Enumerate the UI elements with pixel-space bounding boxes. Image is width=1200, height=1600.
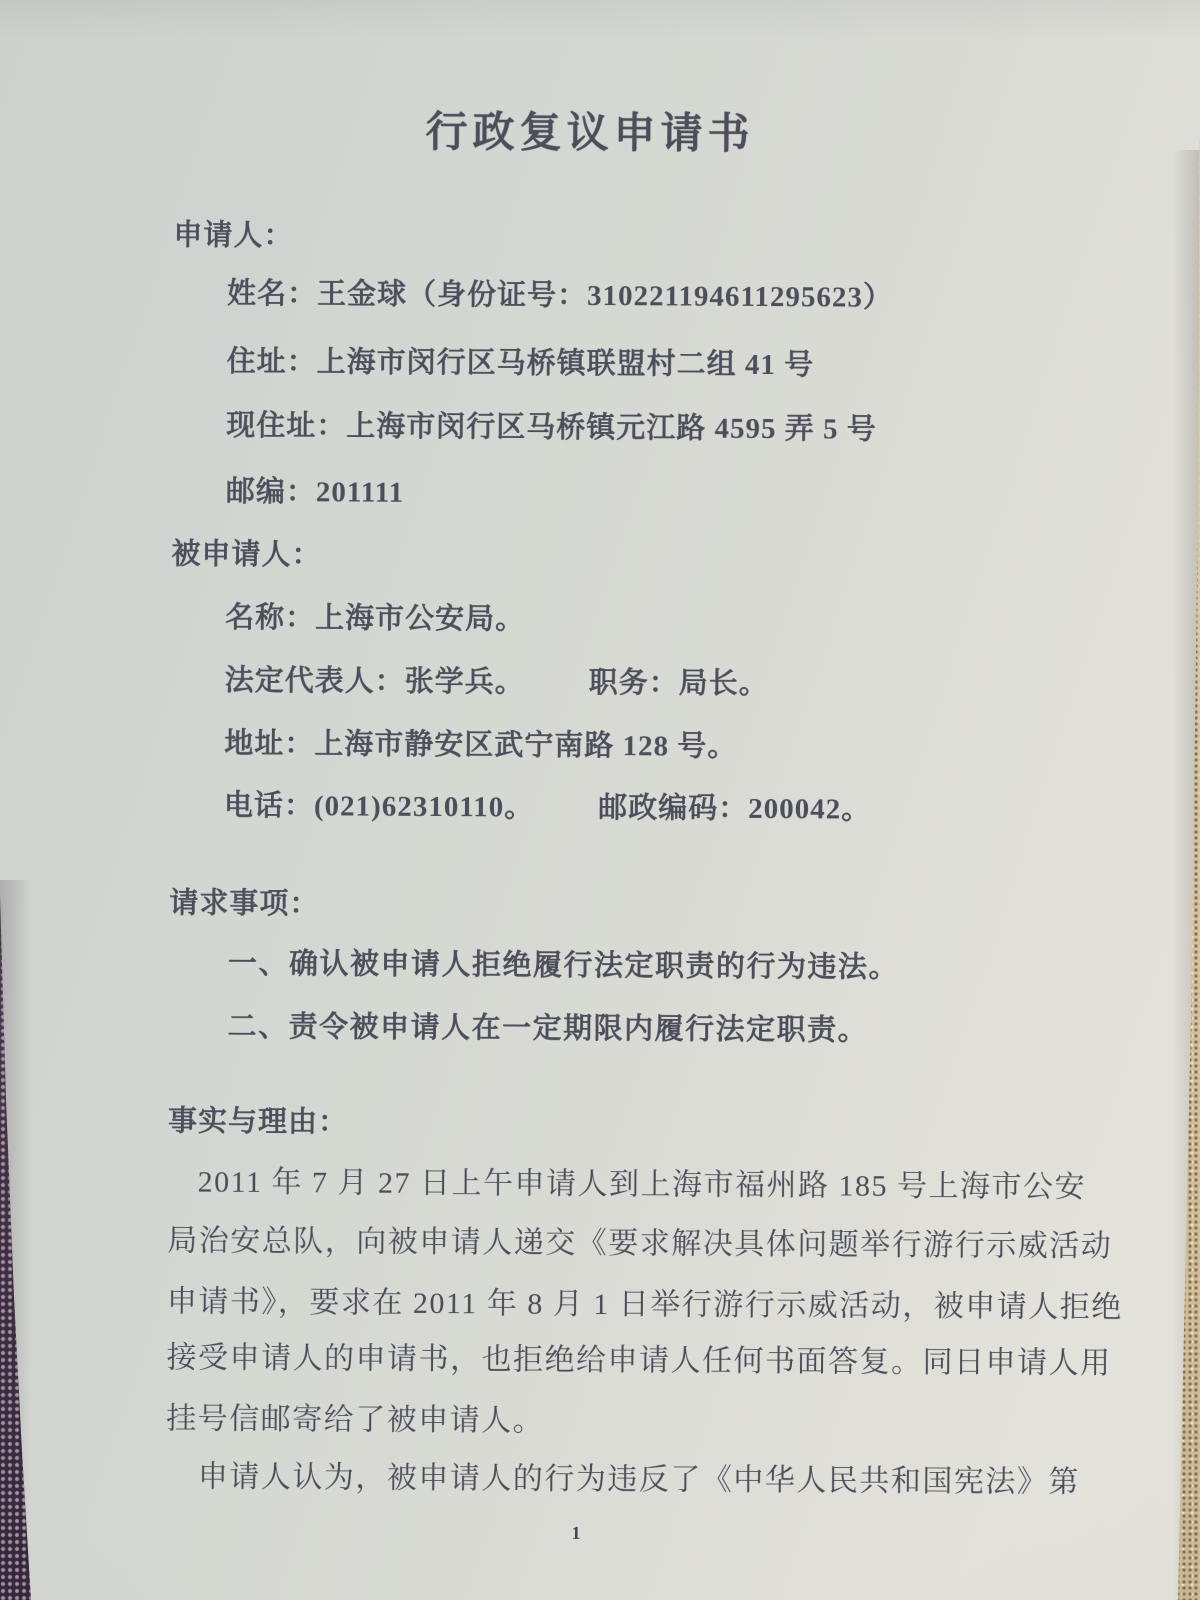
facts-line-3: 申请书》，要求在 2011 年 8 月 1 日举行游行示威活动，被申请人拒绝: [166, 1285, 1123, 1325]
position-value: 局长。: [678, 667, 769, 701]
applicant-address-label: 住址：: [226, 345, 317, 379]
phone-label: 电话：: [223, 789, 315, 823]
applicant-address-line: [227, 344, 815, 384]
applicant-name-label: 姓名：: [226, 277, 318, 311]
facts-line-4: 接受申请人的申请书，也拒绝给申请人任何书面答复。同日申请人用: [166, 1341, 1112, 1381]
applicant-heading: 申请人：: [173, 219, 294, 253]
requests-heading: 请求事项：: [169, 887, 320, 921]
facts-line-1: 2011 年 7 月 27 日上午申请人到上海市福州路 185 号上海市公安: [197, 1165, 1087, 1204]
facts-line-6: 申请人认为，被申请人的行为违反了《中华人民共和国宪法》第: [197, 1460, 1080, 1499]
respondent-name-line: [225, 600, 525, 638]
legal-rep-value: 张学兵。: [404, 665, 525, 699]
request-item-1: 一、确认被申请人拒绝履行法定职责的行为违法。: [227, 947, 900, 984]
postal-code-value: 200042。: [748, 792, 872, 826]
applicant-current-address-label: 现住址：: [226, 409, 347, 443]
respondent-heading: 被申请人：: [171, 538, 322, 572]
facts-heading: 事实与理由：: [167, 1105, 349, 1139]
respondent-legal-rep-line: [225, 663, 769, 703]
applicant-current-address-value: 上海市闵行区马桥镇元江路 4595 弄 5 号: [346, 410, 877, 446]
applicant-postcode-line: [226, 474, 404, 511]
document-title: 行政复议申请书: [425, 109, 755, 158]
postal-code-label: 邮政编码：: [598, 791, 749, 825]
facts-line-2: 局治安总队，向被申请人递交《要求解决具体问题举行游行示威活动: [167, 1224, 1113, 1264]
respondent-address-line: [224, 726, 737, 765]
respondent-address-value: 上海市静安区武宁南路 128 号。: [314, 728, 738, 763]
applicant-postcode-label: 邮编：: [225, 475, 316, 509]
facts-line-5: 挂号信邮寄给了被申请人。: [166, 1402, 545, 1438]
position-label: 职务：: [588, 666, 679, 700]
applicant-name-line: [227, 276, 893, 316]
respondent-phone-line: [224, 788, 871, 828]
respondent-name-value: 上海市公安局。: [315, 602, 526, 636]
respondent-name-label: 名称：: [225, 601, 316, 635]
request-item-2: 二、责令被申请人在一定期限内履行法定职责。: [227, 1010, 869, 1047]
page-number: 1: [571, 1522, 581, 1543]
applicant-postcode-value: 201111: [315, 476, 405, 509]
phone-value: (021)62310110。: [313, 790, 535, 824]
applicant-name-value: 王金球（身份证号：310221194611295623）: [317, 278, 893, 314]
legal-rep-label: 法定代表人：: [224, 664, 405, 698]
applicant-current-address-line: [226, 408, 877, 448]
respondent-address-label: 地址：: [224, 727, 315, 761]
applicant-address-value: 上海市闵行区马桥镇联盟村二组 41 号: [316, 346, 815, 382]
